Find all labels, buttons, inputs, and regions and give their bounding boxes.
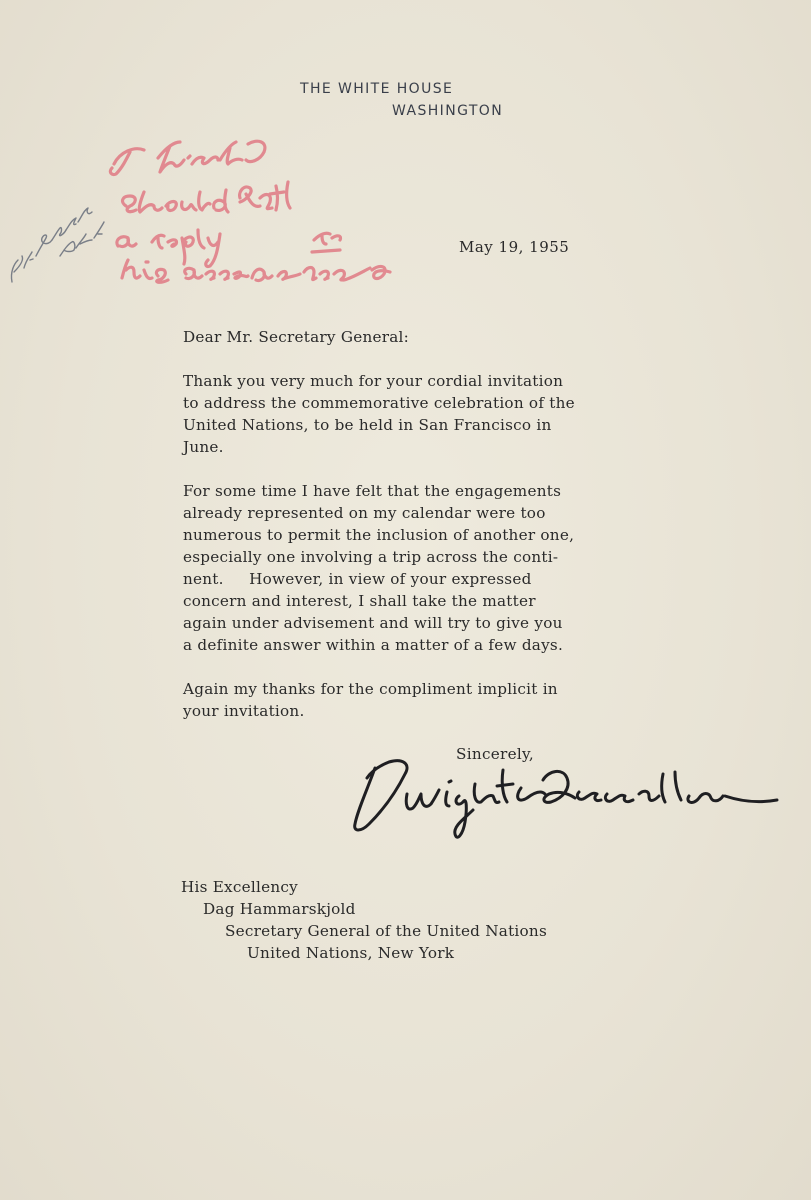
- letter-date: May 19, 1955: [459, 238, 570, 256]
- address-line: United Nations, New York: [247, 944, 455, 962]
- letterhead-title: THE WHITE HOUSE: [300, 81, 454, 97]
- signature: [345, 750, 795, 850]
- closing: Sincerely,: [456, 745, 535, 763]
- letterhead-city: WASHINGTON: [392, 103, 504, 119]
- address-line: Secretary General of the United Nations: [225, 922, 548, 940]
- paragraph-line: For some time I have felt that the engagements: [183, 482, 562, 500]
- paragraph-1: [183, 370, 575, 458]
- paragraph-line: numerous to permit the inclusion of another one,: [183, 526, 575, 544]
- recipient-address: [181, 876, 547, 964]
- address-line: His Excellency: [181, 878, 298, 896]
- paragraph-line: June.: [183, 438, 224, 456]
- paragraph-line: a definite answer within a matter of a few days.: [183, 636, 564, 654]
- paragraph-line: your invitation.: [183, 702, 305, 720]
- letterhead: [300, 78, 503, 122]
- red-crayon-annotation: [100, 130, 500, 300]
- paragraph-line: again under advisement and will try to give you: [183, 614, 563, 632]
- paragraph-line: nent. However, in view of your expressed: [183, 570, 532, 588]
- salutation: Dear Mr. Secretary General:: [183, 328, 410, 346]
- paragraph-line: Thank you very much for your cordial invitation: [183, 372, 564, 390]
- paragraph-line: concern and interest, I shall take the matter: [183, 592, 536, 610]
- address-line: Dag Hammarskjold: [203, 900, 356, 918]
- paragraph-2: [183, 480, 574, 656]
- paragraph-line: to address the commemorative celebration of the: [183, 394, 575, 412]
- paragraph-3: [183, 678, 558, 722]
- paragraph-line: United Nations, to be held in San Francisco in: [183, 416, 552, 434]
- paragraph-line: Again my thanks for the compliment implicit in: [183, 680, 558, 698]
- paragraph-line: already represented on my calendar were too: [183, 504, 546, 522]
- paragraph-line: especially one involving a trip across the conti-: [183, 548, 559, 566]
